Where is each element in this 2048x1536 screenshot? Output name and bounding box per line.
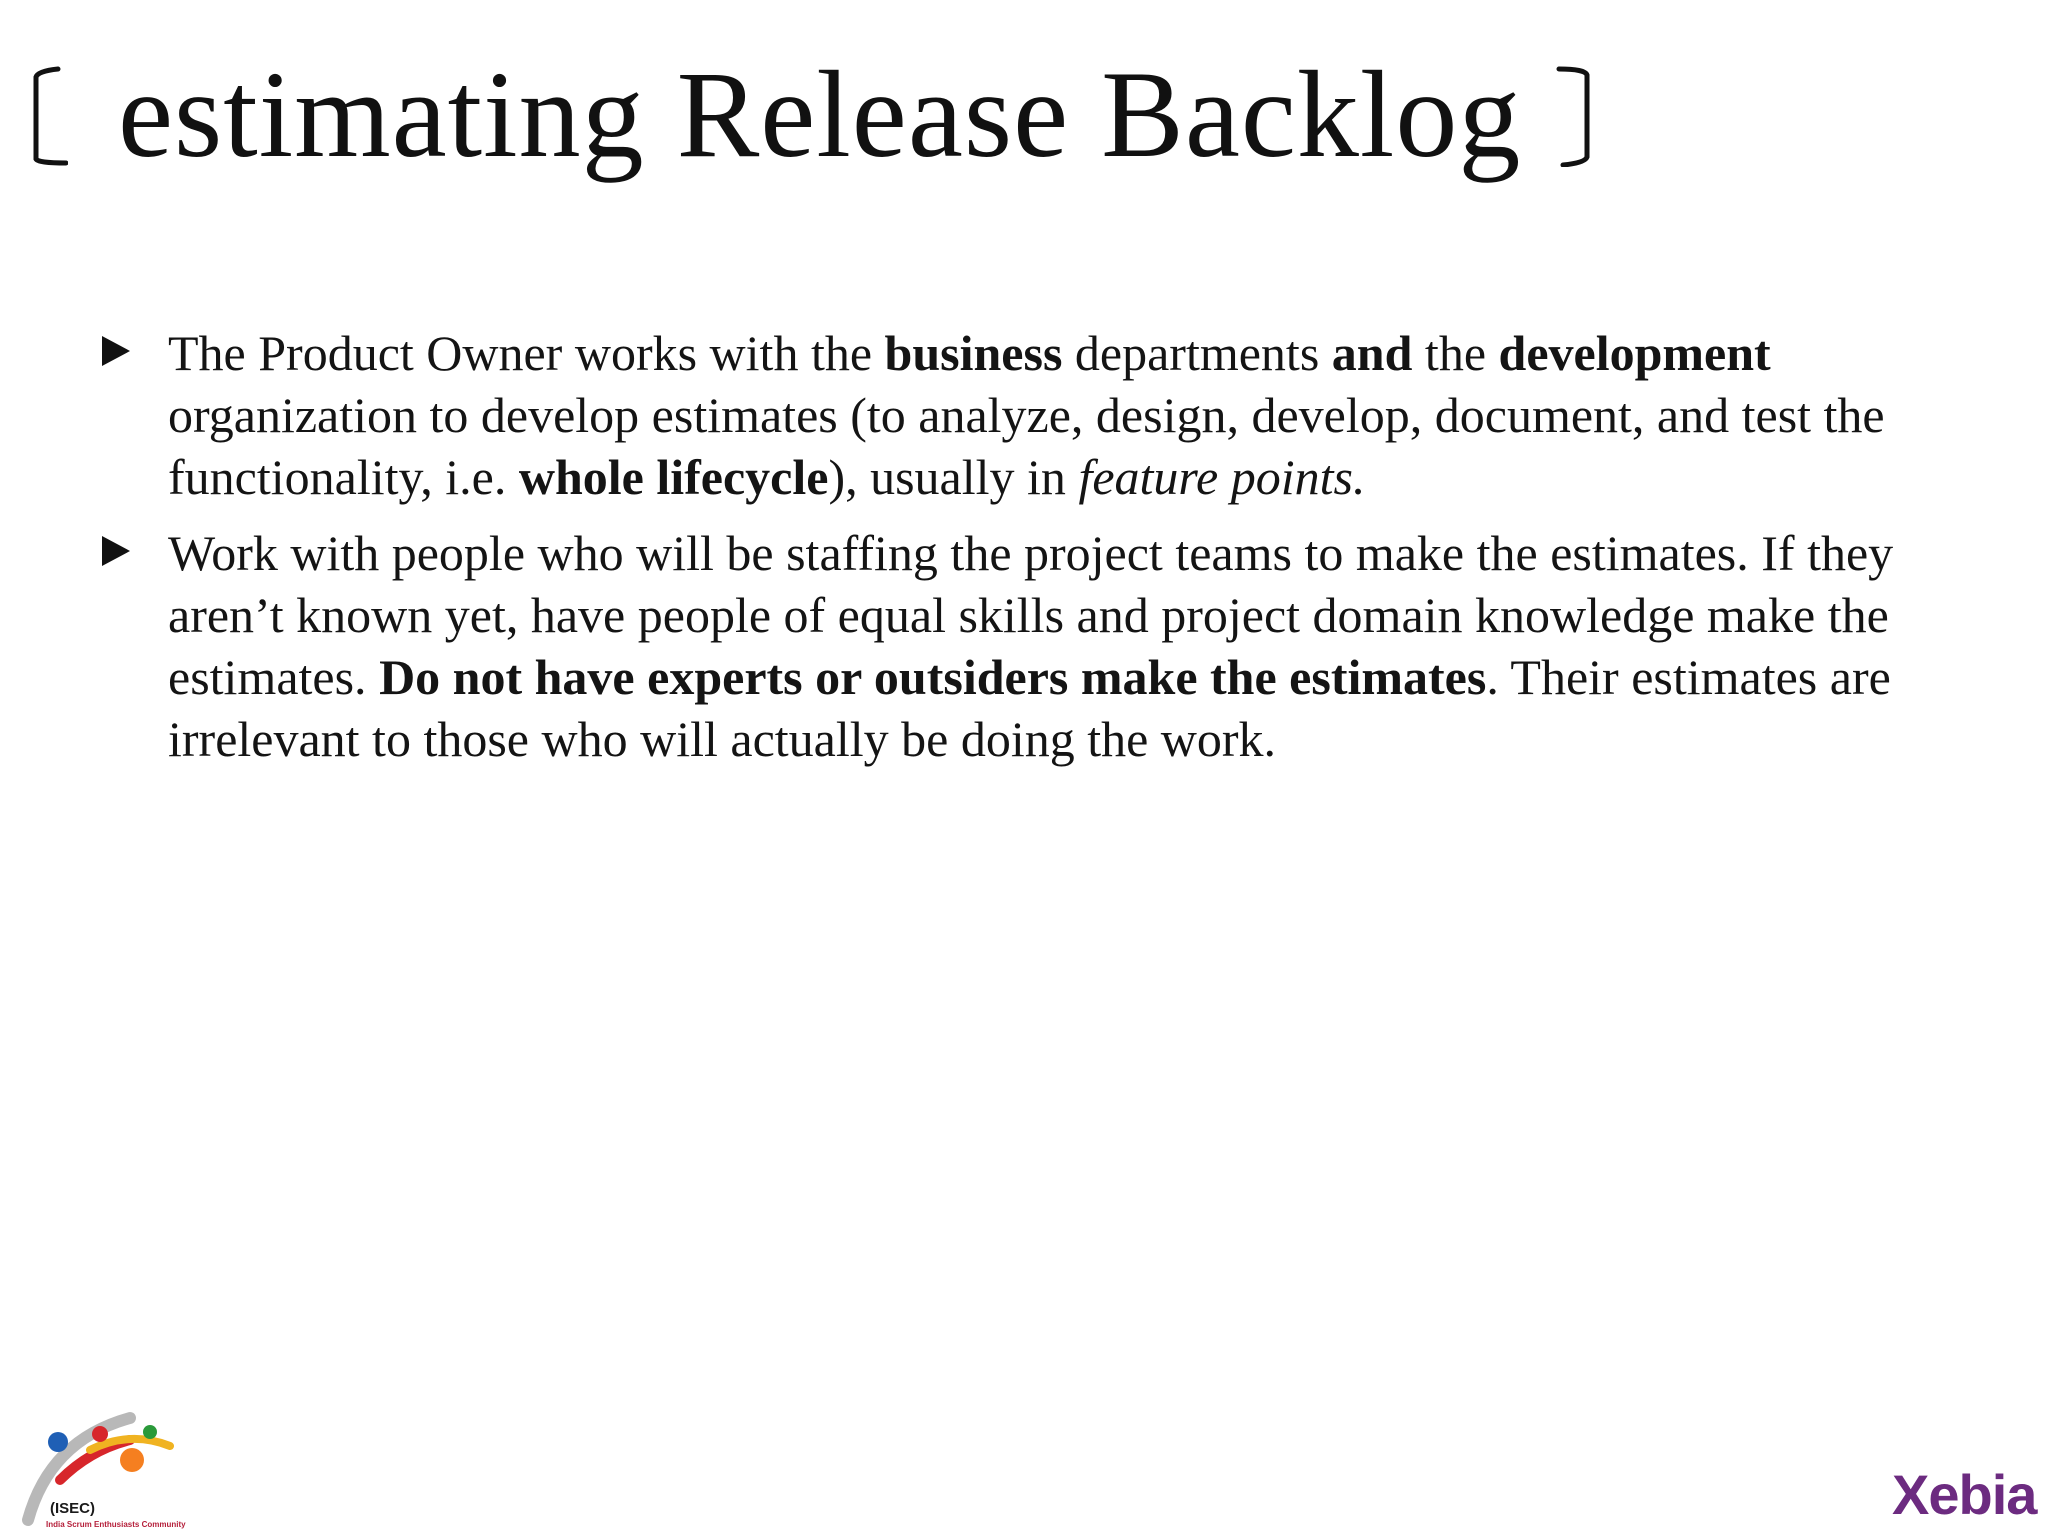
bullet-text-segment: the bbox=[1412, 325, 1499, 381]
bullet-text-segment: Do not have experts or outsiders make the estimates bbox=[379, 649, 1487, 705]
bullet-text-segment: and bbox=[1331, 325, 1413, 381]
isec-logo-sublabel: India Scrum Enthusiasts Community bbox=[46, 1520, 186, 1529]
bullet-text-segment: ), usually in bbox=[828, 449, 1079, 505]
triangle-bullet-icon bbox=[102, 536, 130, 566]
bullet-text-segment: business bbox=[884, 325, 1063, 381]
bullet-text-segment: development bbox=[1498, 325, 1771, 381]
bullet-text bbox=[168, 325, 1885, 505]
isec-logo-icon bbox=[20, 1410, 210, 1530]
isec-logo-label: (ISEC) bbox=[50, 1500, 95, 1517]
bullet-text-segment: whole lifecycle bbox=[518, 449, 829, 505]
title-text: estimating Release Backlog bbox=[118, 46, 1522, 183]
slide-title bbox=[28, 40, 1595, 190]
bullet-text-segment: . Their estimates are irrelevant to those who will actually be doing the work. bbox=[168, 649, 1891, 767]
triangle-bullet-icon bbox=[102, 336, 130, 366]
bullet-text-segment: feature points. bbox=[1078, 449, 1366, 505]
left-bracket-icon bbox=[28, 63, 68, 167]
bullet-text-segment: The Product Owner works with the bbox=[168, 325, 885, 381]
bullet-item bbox=[100, 322, 1980, 508]
xebia-logo: Xebia bbox=[1892, 1463, 2037, 1526]
bullet-text-segment: departments bbox=[1062, 325, 1332, 381]
right-bracket-icon bbox=[1555, 63, 1595, 167]
bullet-text-segment: organization to develop estimates (to analyze, design, develop, document, and test the functionality, i.e. bbox=[168, 387, 1885, 505]
bullet-text-segment: Work with people who will be staffing the project teams to make the estimates. If they aren’t known yet, have people of equal skills and project domain knowledge make the estimates. bbox=[168, 525, 1894, 705]
bullet-text bbox=[168, 525, 1893, 767]
bullet-item bbox=[100, 522, 1980, 770]
bullet-list bbox=[100, 322, 1980, 784]
